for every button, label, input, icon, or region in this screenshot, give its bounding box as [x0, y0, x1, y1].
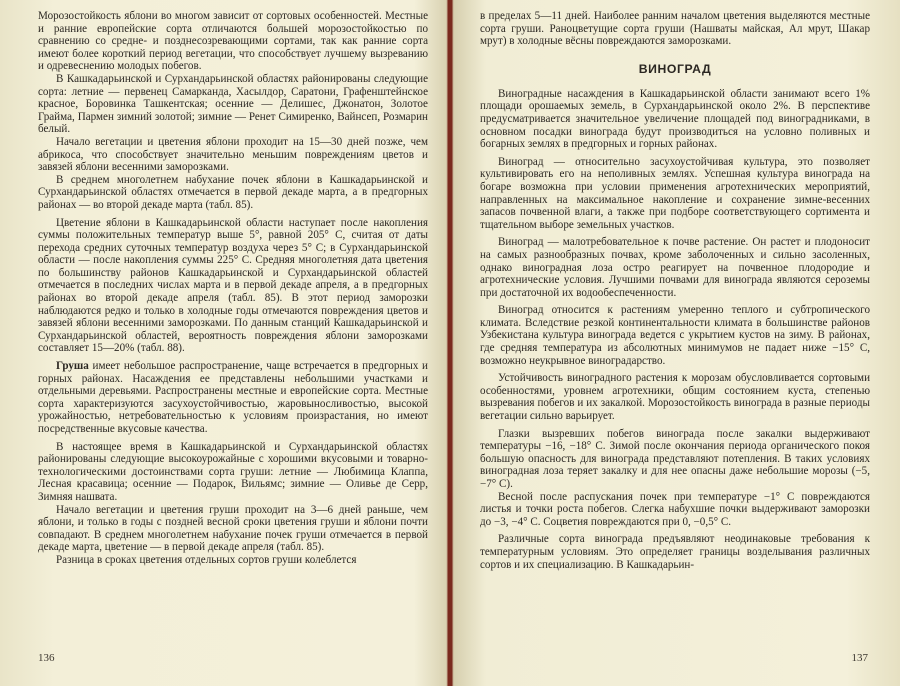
paragraph: Виноградные насаждения в Кашкадарьинской области занимают всего 1% площади орошаемых земель, в Сурхандарьинской около 2%. В перспективе предусматривается значительное увеличение площадей под виноградниками, в основном посадки винограда будут производиться на условно поливных и богарных землях в предгорных и горных районах.: [480, 87, 870, 151]
paragraph: Весной после распускания почек при температуре −1° С повреждаются листья и точки роста побегов. Слегка набухшие почки выдерживают заморозки до −3, −4° С. Соцветия повреждаются при 0, −0,5° С.: [480, 490, 870, 528]
paragraph-pear: [38, 360, 428, 436]
paragraph: В настоящее время в Кашкадарьинской и Сурхандарьинской областях районированы следующие высокоурожайные с хорошими вкусовыми и товарно-технологическими достоинствами сорта груши: летние — Любимица Клаппа, Лесная красавица; осенние — Подарок, Вильямс; зимние — Оливье де Серр, Зимняя нашвата.: [38, 440, 428, 503]
page-number-right: 137: [851, 652, 868, 664]
paragraph: Цветение яблони в Кашкадарьинской области наступает после накопления суммы положительных температур выше 5°, равной 205° С, считая от даты перехода средних суточных температур воздуха через 5° С; в Сурхандарьинской области — после накопления суммы 225° С. Средняя многолетняя дата цветения по большинству районов Кашкадарьинской и Сурхандарьинской областей отмечается в последних числах марта и в первой декаде апреля, а в предгорных районах во второй декаде апреля (табл. 85). В этот период заморозки наблюдаются редко и только в холодные годы отмечаются повреждения цветов и завязей яблони весенними заморозками. По данным станций Кашкадарьинской и Сурхандарьинской областей, вероятность повреждения яблони заморозками составляет 15—20% (табл. 88).: [38, 216, 428, 355]
paragraph: Начало вегетации и цветения груши проходит на 3—6 дней раньше, чем яблони, и только в годы с поздней весной сроки цветения груши и яблони почти совпадают. В среднем многолетнем набухание почек груши отмечается в первой декаде марта, цветение — в первой декаде апреля (табл. 85).: [38, 503, 428, 554]
left-page: [0, 0, 448, 686]
paragraph: Устойчивость виноградного растения к морозам обусловливается сортовыми особенностями, уровнем агротехники, общим состоянием куста, степенью вызревания побегов и их закалкой. Морозостойкость винограда в разные периоды вегетации сильно варьирует.: [480, 372, 870, 423]
paragraph: Глазки вызревших побегов винограда после закалки выдерживают температуры −16, −18° С. Зимой после окончания периода органического покоя большую опасность для винограда представляют потепления. В таких условиях виноградная лоза теряет закалку и для нее опасны даже небольшие морозы (−5, −7° С).: [480, 427, 870, 490]
pear-lead-word: Груша: [56, 360, 89, 373]
paragraph: В Кашкадарьинской и Сурхандарьинской областях районированы следующие сорта: летние — первенец Самарканда, Хасылдор, Саратони, Графенштейнское красное, Боровинка Ташкентская; осенние — Делишес, Джонатон, Золотое Грайма, Пармен зимний золотой; зимние — Ренет Симиренко, Вайнсеп, Розмарин белый.: [38, 72, 428, 136]
continuation-paragraph: в пределах 5—11 дней. Наиболее ранним началом цветения выделяются местные сорта груши. Раноцветущие сорта груши (Нашваты майская, Ал мрут, Шакар мрут) в холодные вёсны повреждаются заморозками.: [480, 10, 870, 48]
page-number-left: 136: [38, 652, 55, 664]
paragraph: Разница в сроках цветения отдельных сортов груши колеблется: [56, 553, 357, 566]
right-page: [452, 0, 900, 686]
paragraph: Различные сорта винограда предъявляют неодинаковые требования к температурным условиям. Это определяет границы возделывания различных сортов и их специализацию. В Кашкадарьин-: [480, 533, 870, 571]
left-page-text: [38, 10, 428, 567]
paragraph: Виноград — малотребовательное к почве растение. Он растет и плодоносит на самых разнообразных почвах, кроме заболоченных и сильно засоленных, однако виноградная лоза остро реагирует на почвенное плодородие и агротехнические условия. Лучшими почвами для винограда являются сероземы при достаточной их водообеспеченности.: [480, 236, 870, 299]
section-heading: ВИНОГРАД: [638, 61, 712, 76]
paragraph: Виноград — относительно засухоустойчивая культура, это позволяет культивировать его на неполивных землях. Успешная культура винограда на богаре возможна при условии применения агротехнических мероприятий, направленных на максимальное накопление и сохранение зимне-весенних запасов почвенной влаги, а также при подборе соответствующего сортимента и тщательном выборе земельных участков.: [480, 155, 870, 231]
paragraph: Морозостойкость яблони во многом зависит от сортовых особенностей. Местные и ранние европейские сорта отличаются большей морозостойкостью по сравнению со средне- и позднесозревающими сортами, так как ранние сорта имеют более короткий период вегетации, что способствует лучшему вызреванию и одревеснению молодых побегов.: [38, 10, 428, 73]
right-page-text: [480, 10, 870, 571]
paragraph: В среднем многолетнем набухание почек яблони в Кашкадарьинской и Сурхандарьинской областях отмечается в первой декаде марта, а в предгорных районах — во второй декаде марта (табл. 85).: [38, 173, 428, 211]
paragraph: Начало вегетации и цветения яблони проходит на 15—30 дней позже, чем абрикоса, что способствует значительно меньшим повреждениям цветов и завязей яблони весенними заморозками.: [38, 135, 428, 174]
paragraph: Виноград относится к растениям умеренно теплого и субтропического климата. Вследствие резкой континентальности климата в большинстве районов Узбекистана культура винограда ведется с укрытием кустов на зиму. В районах, где средняя температура из абсолютных минимумов не падает ниже −15° С, возможно неукрывное виноградарство.: [480, 304, 870, 367]
pear-intro-text: имеет небольшое распространение, чаще встречается в предгорных и горных районах. Насаждения ее представлены небольшими участками и отдельными деревьями. Распространены местные и европейские сорта. Местные сорта характеризуются засухоустойчивостью, жаровыносливостью, высокой урожайностью, нетребовательностью к условиям произрастания, но имеют посредственные вкусовые качества.: [38, 360, 428, 435]
